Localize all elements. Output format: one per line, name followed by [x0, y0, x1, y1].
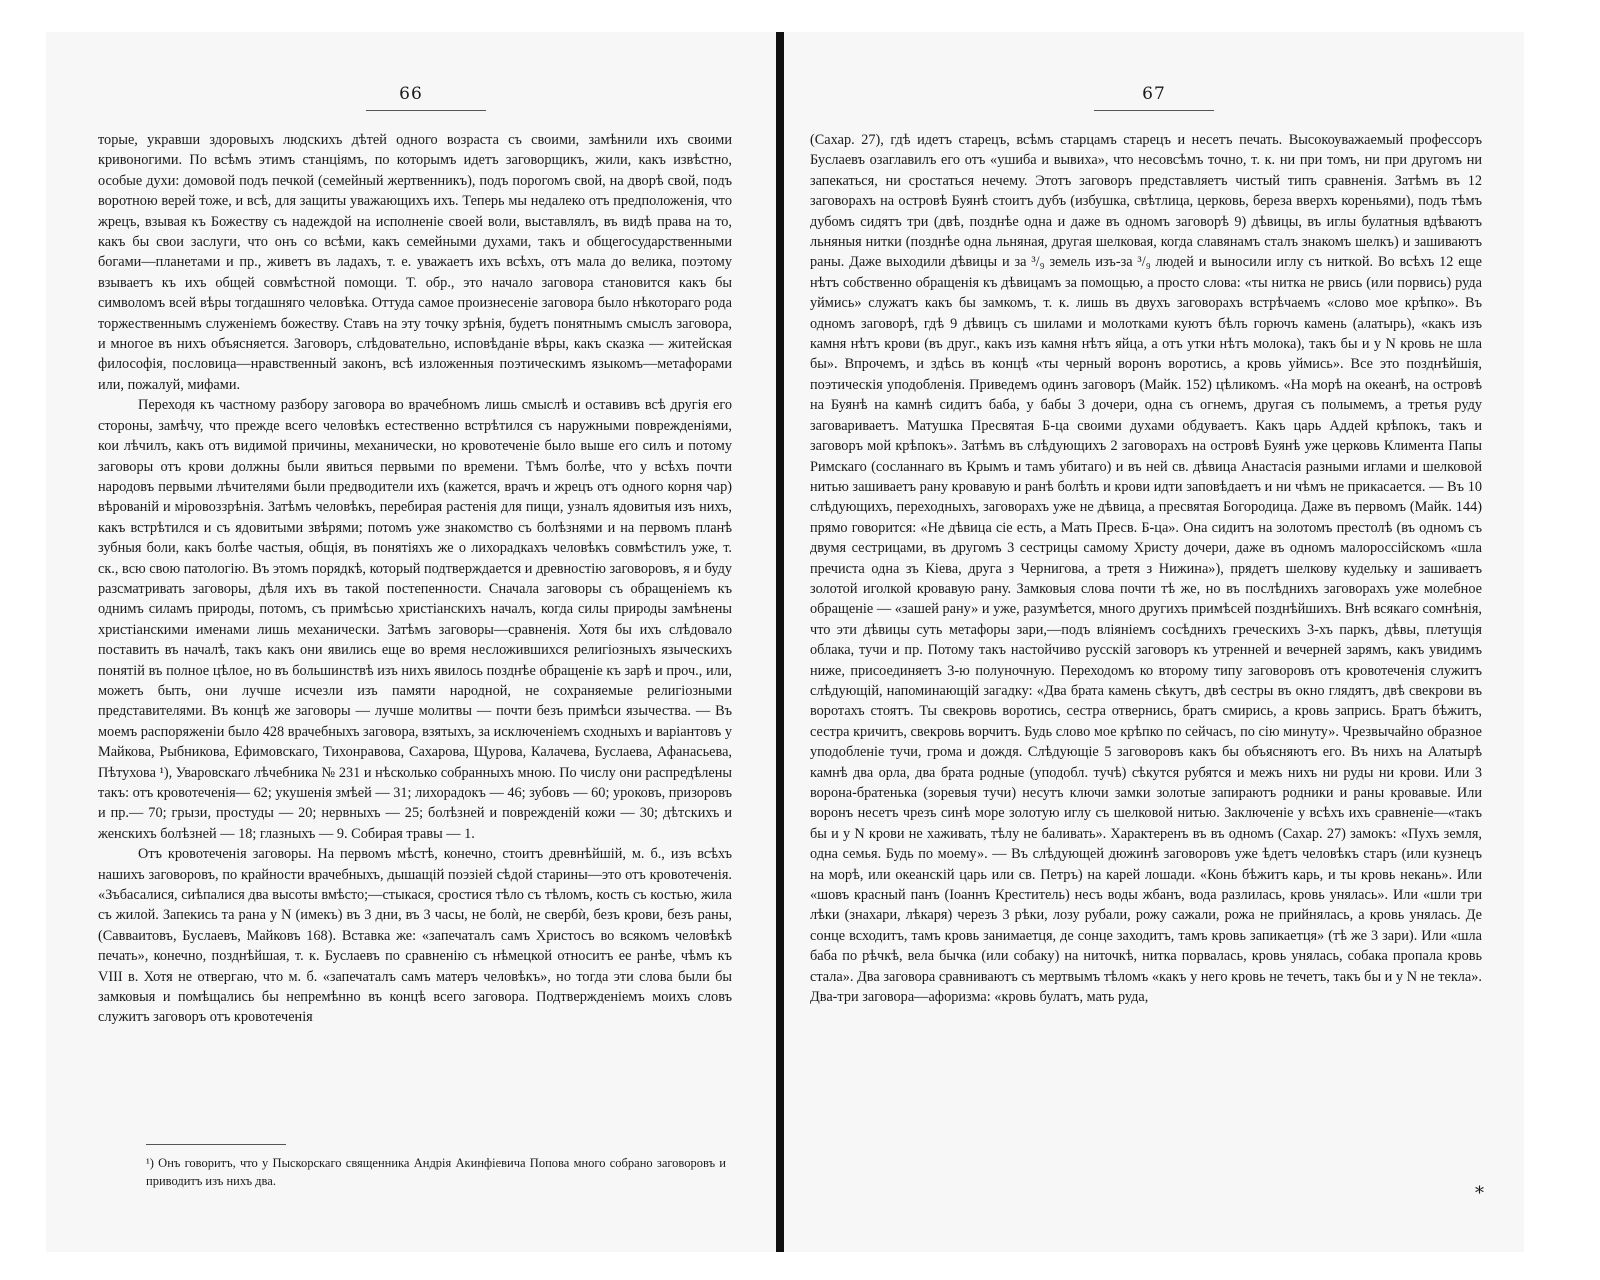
page-number: 66	[399, 84, 423, 104]
footnote: ¹) Онъ говоритъ, что у Пыскорскаго священника Андрія Акинфіевича Попова много собрано заговоровъ и приводитъ изъ нихъ два.	[146, 1156, 726, 1188]
right-page	[784, 32, 1524, 1252]
page-gutter	[776, 32, 784, 1252]
page-number-rule	[366, 110, 486, 111]
page-number: 67	[1142, 84, 1166, 104]
footnote-rule	[146, 1144, 286, 1145]
paragraph: Отъ кровотеченія заговоры. На первомъ мѣстѣ, конечно, стоитъ древнѣйшій, м. б., изъ всѣхъ нашихъ заговоровъ, по крайности врачебныхъ, дышащій поэзіей сѣдой старины—это отъ кровотеченія. «Зъбасалися, сиѣпалися два высоты вмѣсто;—стыкася, сростися тѣло съ тѣломъ, кость съ костью, жила съ жилой. Запекись та рана у N (имекъ) въ 3 дни, въ 3 часы, не болѝ, не свербѝ, безъ крови, безъ раны, (Савваитовъ, Буслаевъ, Майковъ 168). Вставка же: «запечаталъ самъ Христосъ во всякомъ человѣкѣ печать», конечно, позднѣйшая, т. к. Буслаевъ по сравненію съ нѣмецкой относитъ ее ранѣе, чѣмъ къ VIII в. Хотя не отвергаю, что м. б. «запечаталъ самъ матеръ человѣкъ», но тогда эти слова были бы замковыя и помѣщались бы непремѣнно въ концѣ всего заговора. Подтвержденіемъ моихъ словъ служитъ заговоръ отъ кровотеченія	[98, 846, 732, 1026]
left-page	[46, 32, 776, 1252]
left-page-text	[98, 130, 732, 1028]
right-page-text	[810, 130, 1482, 1007]
signature-mark: *	[1475, 1183, 1484, 1204]
paragraph: (Сахар. 27), гдѣ идетъ старецъ, всѣмъ старцамъ старецъ и несетъ печать. Высокоуважаемый профессоръ Буслаевъ озаглавилъ его отъ «ушиба и вывиха», что несовсѣмъ точно, т. к. ни при томъ, ни при другомъ ни запекаться, ни сростаться нечему. Этотъ заговоръ представляетъ чистый типъ сравненія. Затѣмъ въ 12 заговорахъ на островѣ Буянѣ стоитъ дубъ (избушка, свѣтлица, церковь, береза вверхъ кореньями), подъ тѣмъ дубомъ сидятъ три (двѣ, позднѣе одна и даже въ одномъ заговорѣ 9) дѣвицы, въ иглы булатныя вдѣваютъ льняныя нитки (позднѣе одна льняная, другая шелковая, когда славянамъ сталъ знакомъ шелкъ) и зашиваютъ раны. Даже выходили дѣвицы и за ³/₉ земель изъ-за ³/₉ людей и выносили иглу съ ниткой. Во всѣхъ 12 еще нѣтъ собственно обращенія къ дѣвицамъ за помощью, а просто слова: «ты нитка не рвись (или порвись) руда уймись» служатъ какъ бы замкомъ, т. к. лишь въ двухъ заговорахъ встрѣчаемъ «слово мое крѣпко». Въ одномъ заговорѣ, гдѣ 9 дѣвицъ съ шилами и молотками куютъ бѣлъ горючъ камень (алатырь), «какъ изъ камня нѣтъ крови (въ друг., какъ изъ камня нѣтъ яйца, а отъ утки нѣтъ молока), такъ бы и у N кровь не шла бы». Впрочемъ, и здѣсь въ концѣ «ты черный воронъ воротись, а кровь уймись». Все это позднѣйшія, поэтическія уподобленія. Приведемъ одинъ заговоръ (Майк. 152) цѣликомъ. «На морѣ на океанѣ, на островѣ на Буянѣ на камнѣ сидитъ баба, у бабы 3 дочери, одна съ огнемъ, другая съ полымемъ, а третья руду заговариваетъ. Матушка Пресвятая Б-ца своими духами обдуваетъ. Какъ царь Аддей крѣпокъ, такъ и заговоръ мой крѣпокъ». Затѣмъ въ слѣдующихъ 2 заговорахъ на островѣ Буянѣ уже церковь Климента Папы Римскаго (сосланнаго въ Крымъ и тамъ убитаго) и въ ней св. дѣвица Анастасія разными иглами и шелковой нитью зашиваетъ рану кровавую и ранѣ болѣть и крови идти заповѣдаетъ и ни чѣмъ не прикасается. — Въ 10 слѣдующихъ, переходныхъ, заговорахъ уже не дѣвица, а пресвятая Богородица. Даже въ первомъ (Майк. 144) прямо говорится: «Не дѣвица сіе есть, а Мать Пресв. Б-ца». Она сидитъ на золотомъ престолѣ (въ одномъ съ двумя сестрицами, въ другомъ 3 сестрицы самому Христу дочери, даже въ одномъ малороссійскомъ «шла пречиста одна зъ Кіева, друга з Чернигова, а третя з Нижина»), прядетъ шелкову кудельку и зашиваетъ золотой иголкой кровавую рану. Замковыя слова почти тѣ же, но въ послѣднихъ заговорахъ уже молебное обращеніе — «зашей рану» и уже, разумѣется, много другихъ примѣсей позднѣйшихъ. Внѣ всякаго сомнѣнія, что эти дѣвицы суть метафоры зари,—подъ вліяніемъ сосѣднихъ греческихъ 3-хъ паркъ, дѣвы, плетущія облака, тучи и пр. Потому такъ настойчиво русскій заговоръ къ утренней и вечерней зарямъ, какъ увидимъ ниже, присоединяетъ 3-ю полуночную. Переходомъ ко второму типу заговоровъ отъ кровотеченія служитъ слѣдующій, напоминающій загадку: «Два брата камень сѣкутъ, двѣ сестры въ окно глядятъ, двѣ свекрови въ воротахъ стоятъ. Ты свекровь воротись, сестра отвернись, братъ смирись, а кровь запрись. Братъ бѣжитъ, сестра кричитъ, свекровь ворчитъ. Будь слово мое крѣпко по сейчасъ, по сію минуту». Чрезвычайно образное уподобленіе тучи, грома и дождя. Слѣдующіе 5 заговоровъ какъ бы объясняютъ его. Въ нихъ на Алатырѣ камнѣ два орла, два брата родные (уподобл. тучѣ) сѣкутся рубятся и межъ нихъ ни руды ни крови. Или 3 ворона-братенька (зоревыя тучи) несутъ ключи замки золотые запираютъ родники и раны кровавые. Или воронъ несетъ чрезъ синѣ море золотую иглу съ шелковой нитью. Заключеніе у всѣхъ ихъ сравненіе—«такъ бы и у N крови не хаживать, тѣлу не баливать». Характеренъ въ въ одномъ (Сахар. 27) замокъ: «Пухъ земля, одна семья. Будь по моему». — Въ слѣдующей дюжинѣ заговоровъ уже ѣдетъ человѣкъ старъ (или кузнецъ на морѣ, или океанскій царь или св. Петръ) на карей лошади. «Конь бѣжитъ карь, и ты кровь некань». Или «шовъ красный панъ (Іоаннъ Креститель) несъ воды жбанъ, вода разлилась, кровь унялась». Или «шли три лѣки (знахари, лѣкаря) черезъ 3 рѣки, лозу рубали, рожу сажали, рожа не прийнялась, а кровь унялась. Де сонце всходитъ, тамъ кровь занимаетця, де сонце заходитъ, тамъ кровь запикаетця» (тѣ же 3 зари). Или «шла баба по рѣчкѣ, вела бычка (или собаку) на ниточкѣ, нитка порвалась, кровь унялась, собака пропала кровь стала». Два заговора сравниваютъ съ мертвымъ тѣломъ «какъ у него кровь не течетъ, такъ бы и у N не текла». Два-три заговора—афоризма: «кровь булатъ, мать руда,	[810, 132, 1482, 1006]
paragraph: Переходя къ частному разбору заговора во врачебномъ лишь смыслѣ и оставивъ всѣ другія его стороны, замѣчу, что прежде всего человѣкъ естественно встрѣтился съ наружными поврежденіями, кои лѣчилъ, какъ отъ видимой причины, механически, но кровотеченіе было выше его силъ и потому заговоры отъ крови должны были явиться первыми по времени. Тѣмъ болѣе, что у всѣхъ почти народовъ первыми лѣчителями были предводители ихъ (кажется, врачъ и жрецъ отъ одного корня чар) вѣрованій и міровоззрѣнія. Затѣмъ человѣкъ, перебирая растенія для пищи, узналъ ядовитыя изъ нихъ, какъ встрѣтился и съ ядовитыми звѣрями; потомъ уже знакомство съ болѣзнями и на первомъ планѣ зубныя боли, какъ болѣе частыя, общія, въ понятіяхъ же о лихорадкахъ человѣкъ совмѣстилъ уже, т. ск., всю свою патологію. Въ этомъ порядкѣ, который подтверждается и древностію заговоровъ, я и буду разсматривать заговоры, дѣля ихъ въ такой постепенности. Сначала заговоры съ обращеніемъ къ однимъ силамъ природы, потомъ, съ примѣсью христіанскихъ началъ, когда силы природы замѣнены христіанскими именами лишь механически. Затѣмъ заговоры—сравненія. Хотя бы ихъ слѣдовало поставить въ началѣ, такъ какъ они явились еще во время несложившихся религіозныхъ языческихъ понятій въ полное цѣлое, но въ большинствѣ изъ нихъ явилось позднѣе обращеніе къ зарѣ и проч., или, можетъ быть, они лучше исчезли изъ памяти народной, не сохраняемые религіозными представителями. Въ концѣ же заговоры — лучше молитвы — почти безъ примѣси язычества. — Въ моемъ распоряженіи было 428 врачебныхъ заговора, взятыхъ, за исключеніемъ сходныхъ и варіантовъ у Майкова, Рыбникова, Ефимовскаго, Тихонравова, Сахарова, Щурова, Калачева, Буслаева, Афанасьева, Пѣтухова ¹), Уваровскаго лѣчебника № 231 и нѣсколько собранныхъ мною. По числу они распредѣлены такъ: отъ кровотеченія— 62; укушенія змѣей — 31; лихорадокъ — 46; зубовъ — 60; уроковъ, призоровъ и пр.— 70; грызи, простуды — 20; нервныхъ — 25; болѣзней и поврежденій кожи — 30; дѣтскихъ и женскихъ болѣзней — 18; глазныхъ — 9. Собирая травы — 1.	[98, 397, 732, 842]
page-number-rule	[1094, 110, 1214, 111]
paragraph: торые, укравши здоровыхъ людскихъ дѣтей одного возраста съ своими, замѣнили ихъ своими кривоногими. По всѣмъ этимъ станціямъ, по которымъ идетъ заговорщикъ, жили, какъ извѣстно, особые духи: домовой подъ печкой (семейный жертвенникъ), подъ порогомъ свой, на дворѣ свой, подъ воротною верей тоже, и всѣ, для защиты уважающихъ ихъ. Теперь мы недалеко отъ предположенія, что жрецъ, взывая къ Божеству съ надеждой на исполненіе своей воли, выставлялъ, въ видѣ права на то, какъ бы свои заслуги, что онъ со всѣми, какъ семейными духами, такъ и общегосударственными богами—планетами и пр., живетъ въ ладахъ, т. е. уважаетъ ихъ всѣхъ, отъ мала до велика, поэтому взываетъ къ ихъ общей совмѣстной помощи. Т. обр., это начало заговора становится какъ бы символомъ всей вѣры тогдашняго человѣка. Оттуда самое произнесеніе заговора было нѣкотораго рода торжественнымъ служеніемъ божеству. Ставъ на эту точку зрѣнія, будетъ понятнымъ смыслъ заговора, и многое въ нихъ объясняется. Заговоръ, слѣдовательно, исповѣданіе вѣры, какъ сказка — житейская философія, пословица—нравственный законъ, всѣ изложенныя поэтическимъ языкомъ—метафорами или, пожалуй, мифами.	[98, 132, 732, 393]
